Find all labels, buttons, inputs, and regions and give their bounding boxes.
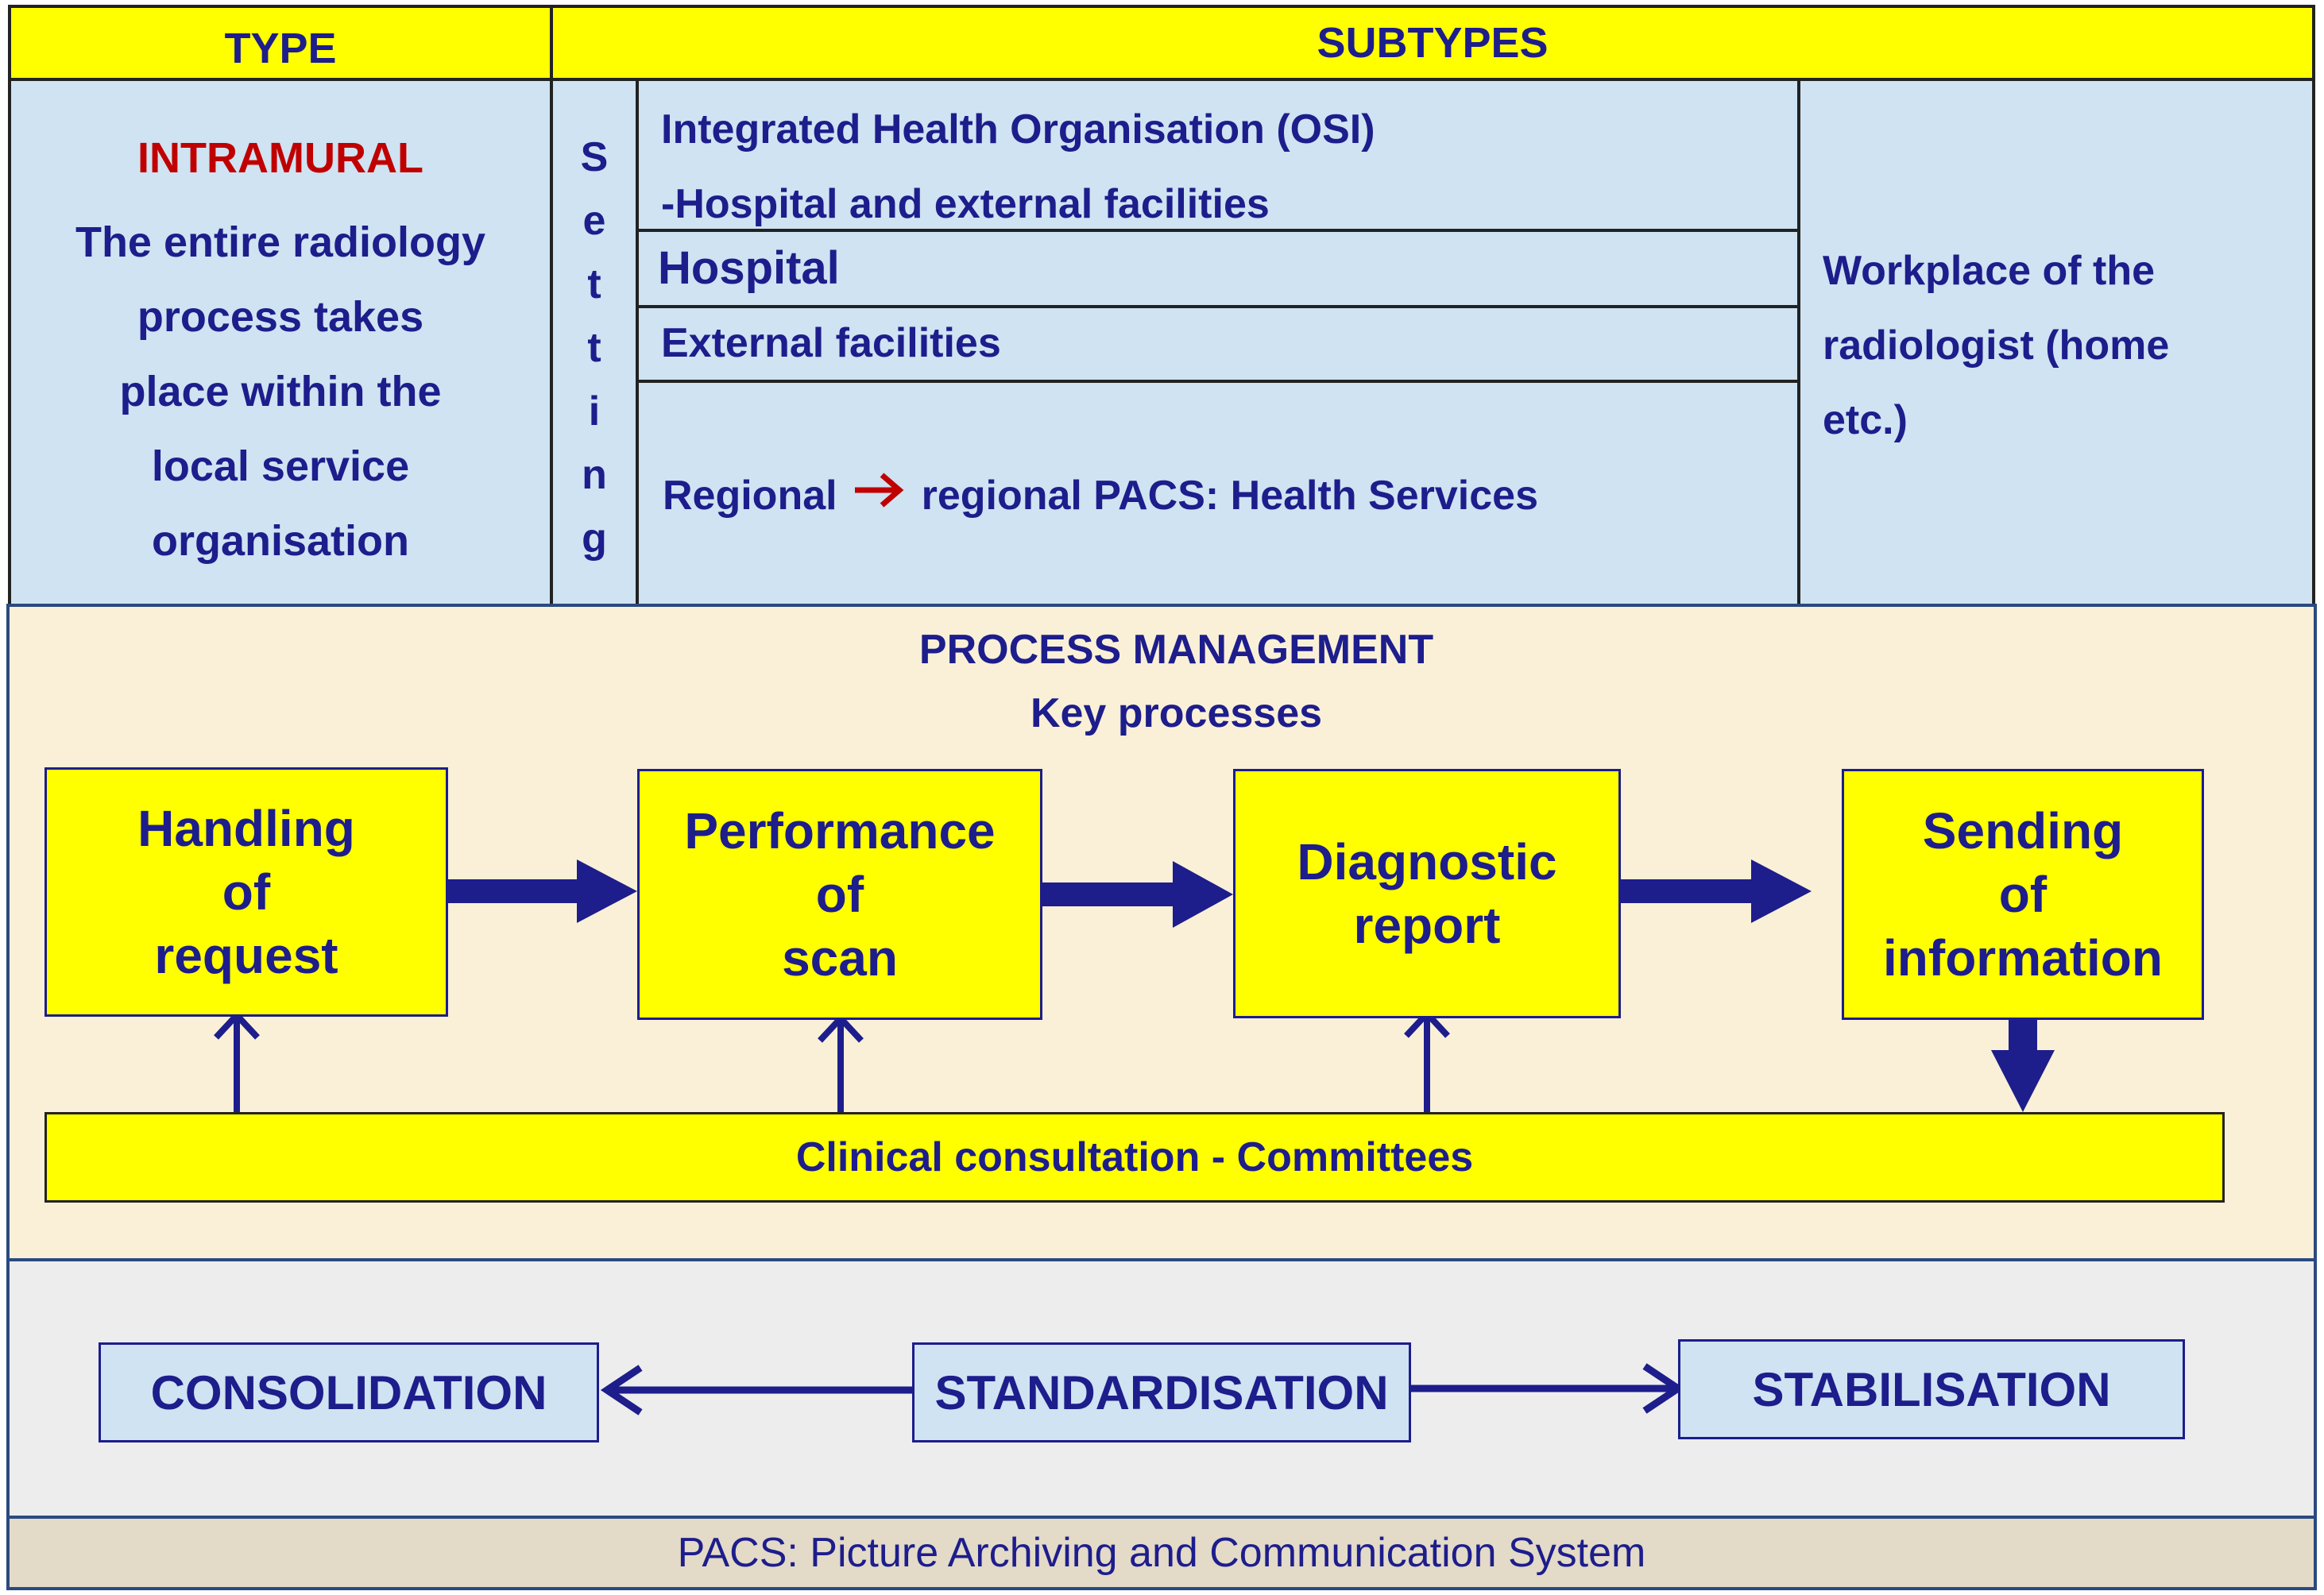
step-diagnostic-report: Diagnostic report bbox=[1233, 769, 1621, 1018]
type-header: TYPE bbox=[10, 6, 551, 79]
intramural-label: INTRAMURAL bbox=[137, 134, 423, 182]
subtypes-header: SUBTYPES bbox=[551, 6, 2314, 79]
stabilisation-box: STABILISATION bbox=[1678, 1339, 2185, 1439]
standardisation-box: STANDARDISATION bbox=[912, 1342, 1411, 1442]
clinical-consultation-bar: Clinical consultation - Committees bbox=[44, 1112, 2225, 1203]
setting-vertical-label: S e t t i n g bbox=[580, 134, 609, 562]
osi-subtype: Integrated Health Organisation (OSI) -Hospital and external facilities bbox=[661, 106, 1375, 227]
intramural-description: The entire radiology process takes place within the local service organisation bbox=[75, 218, 486, 565]
consolidation-box: CONSOLIDATION bbox=[99, 1342, 599, 1442]
step-performance-of-scan: Performance of scan bbox=[637, 769, 1042, 1020]
regional-subtype: Regional regional PACS: Health Services bbox=[663, 470, 1538, 520]
step-sending-of-information: Sending of information bbox=[1842, 769, 2204, 1020]
process-management-title: PROCESS MANAGEMENT Key processes bbox=[918, 627, 1434, 736]
workplace-subtype: Workplace of the radiologist (home etc.) bbox=[1823, 248, 2170, 443]
hospital-subtype: Hospital bbox=[658, 242, 840, 294]
step-handling-of-request: Handling of request bbox=[44, 767, 448, 1017]
pacs-footnote: PACS: Picture Archiving and Communication System bbox=[6, 1516, 2317, 1590]
external-facilities-subtype: External facilities bbox=[661, 320, 1001, 366]
